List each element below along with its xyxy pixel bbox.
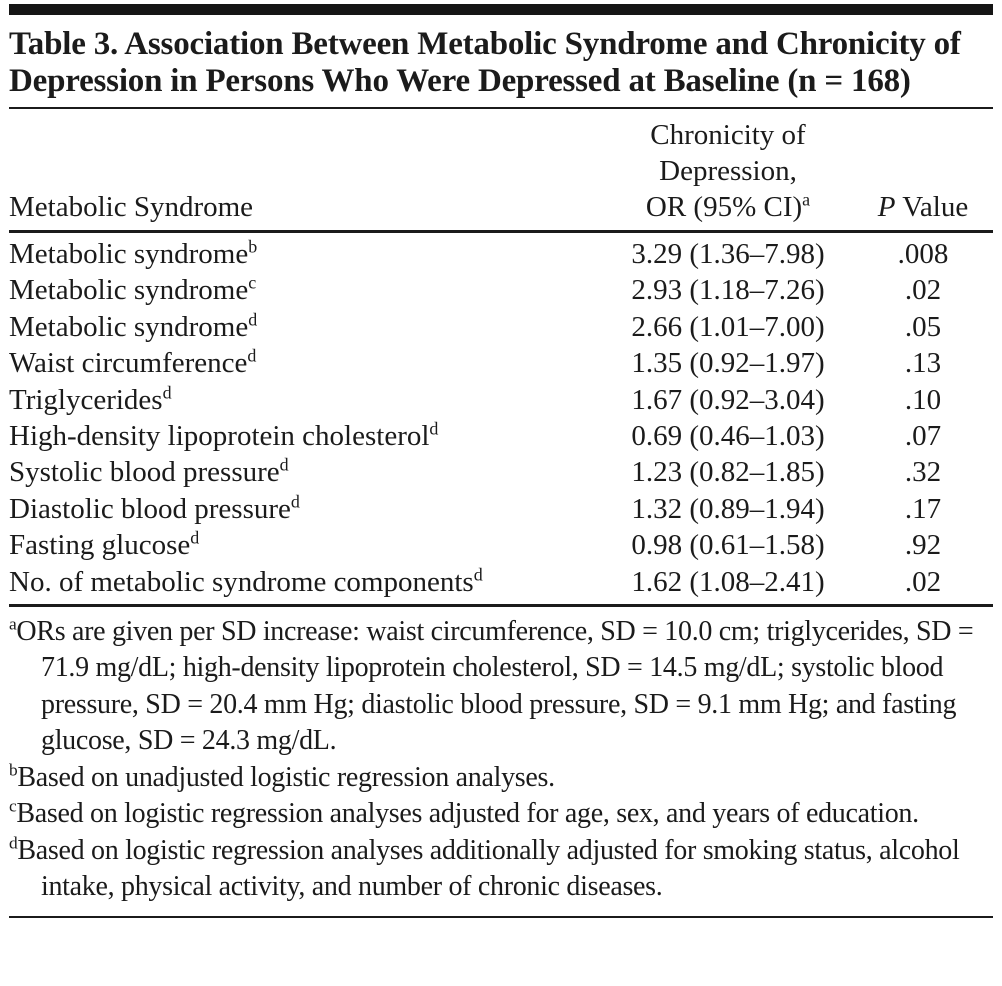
row-label: No. of metabolic syndrome components$^d$ bbox=[9, 564, 483, 598]
footnotes-section bbox=[9, 607, 993, 914]
table-row bbox=[9, 345, 993, 381]
column-header-metabolic-syndrome: Metabolic Syndrome bbox=[9, 191, 254, 223]
row-p-value: .05 bbox=[904, 310, 942, 343]
footnote-marker: d bbox=[279, 454, 289, 475]
footnote-marker: d bbox=[190, 527, 200, 548]
row-label: High-density lipoprotein cholesterol$^d$ bbox=[9, 418, 439, 453]
row-p-value: .008 bbox=[897, 238, 949, 270]
row-p-value: .92 bbox=[904, 529, 942, 562]
row-p-value: .07 bbox=[904, 420, 942, 453]
column-header-chronicity-or-ci bbox=[603, 117, 853, 225]
footnote-marker: b bbox=[248, 236, 258, 257]
table-row bbox=[9, 454, 993, 490]
footnote-marker: b bbox=[9, 760, 18, 780]
footnote-marker: d bbox=[247, 345, 257, 366]
footnote-marker: c bbox=[248, 272, 257, 293]
row-p-value: .13 bbox=[904, 347, 942, 380]
row-or-ci-value: 2.93 (1.18–7.26) bbox=[631, 274, 825, 307]
footnote-marker: c bbox=[9, 796, 17, 816]
top-rule bbox=[9, 4, 993, 15]
table-title: Table 3. Association Between Metabolic Syndrome and Chronicity of Depression in Persons Who Were Depressed at Baseline (n = 168) bbox=[9, 26, 961, 99]
row-label: Diastolic blood pressure$^d$ bbox=[9, 491, 300, 525]
footnote-marker-a: a bbox=[802, 189, 811, 210]
row-p-value: .32 bbox=[904, 456, 942, 489]
table-row bbox=[9, 564, 993, 600]
row-label: Metabolic syndrome$^b$ bbox=[9, 236, 258, 270]
row-label: Waist circumference$^d$ bbox=[9, 345, 257, 380]
row-or-ci-value: 1.32 (0.89–1.94) bbox=[631, 492, 825, 525]
table-row bbox=[9, 382, 993, 418]
bottom-rule bbox=[9, 916, 993, 918]
row-or-ci-value: 1.23 (0.82–1.85) bbox=[631, 456, 825, 489]
row-or-ci-value: 0.69 (0.46–1.03) bbox=[631, 420, 825, 453]
row-or-ci-value: 1.62 (1.08–2.41) bbox=[631, 565, 825, 598]
table-row bbox=[9, 491, 993, 527]
footnote-marker: d bbox=[162, 381, 172, 402]
table-row bbox=[9, 309, 993, 345]
row-label: Metabolic syndrome$^d$ bbox=[9, 309, 258, 343]
table-row bbox=[9, 418, 993, 454]
row-or-ci-value: 2.66 (1.01–7.00) bbox=[631, 310, 825, 343]
table-body bbox=[9, 233, 993, 604]
column-header-line-1: Chronicity of bbox=[650, 119, 806, 151]
table-row bbox=[9, 236, 993, 272]
row-label: Metabolic syndrome$^c$ bbox=[9, 272, 257, 307]
footnote: $^a$ORs are given per SD increase: waist circumference, SD = 10.0 cm; triglycerides, SD = 71.9 mg/dL; high-density lipoprotein cholesterol, SD = 14.5 mg/dL; systolic blood pressure, SD = 20.4 mm Hg; diastolic blood pressure, SD = 9.1 mm Hg; and fasting glucose, SD = 24.3 mg/dL. bbox=[9, 614, 974, 757]
table-row bbox=[9, 272, 993, 308]
footnote-marker: d bbox=[9, 833, 18, 853]
row-label: Triglycerides$^d$ bbox=[9, 381, 172, 416]
footnote: $^c$Based on logistic regression analyses adjusted for age, sex, and years of education. bbox=[9, 796, 919, 830]
footnote: $^b$Based on unadjusted logistic regression analyses. bbox=[9, 760, 555, 793]
footnote-marker: d bbox=[248, 309, 258, 330]
column-header-line-3: OR (95% CI)$^a$ bbox=[645, 189, 811, 223]
row-p-value: .17 bbox=[904, 492, 942, 525]
column-header-line-2: Depression, bbox=[659, 155, 797, 187]
table-header-row bbox=[9, 109, 993, 230]
row-label: Fasting glucose$^d$ bbox=[9, 527, 200, 562]
table-row bbox=[9, 527, 993, 563]
footnote: $^d$Based on logistic regression analyses additionally adjusted for smoking status, alcohol intake, physical activity, and number of chronic diseases. bbox=[9, 833, 960, 902]
footnote-marker: a bbox=[9, 614, 17, 634]
row-p-value: .02 bbox=[904, 274, 942, 307]
footnote-marker: d bbox=[473, 564, 483, 584]
row-or-ci-value: 1.67 (0.92–3.04) bbox=[631, 383, 825, 416]
row-p-value: .10 bbox=[904, 383, 942, 416]
row-or-ci-value: 3.29 (1.36–7.98) bbox=[631, 238, 825, 270]
row-or-ci-value: 1.35 (0.92–1.97) bbox=[631, 347, 825, 380]
row-label: Systolic blood pressure$^d$ bbox=[9, 454, 289, 489]
footnote-marker: d bbox=[429, 418, 439, 439]
row-or-ci-value: 0.98 (0.61–1.58) bbox=[631, 529, 825, 562]
footnote-marker: d bbox=[290, 491, 300, 512]
column-header-p-value: P Value bbox=[877, 191, 969, 223]
row-p-value: .02 bbox=[904, 565, 942, 598]
